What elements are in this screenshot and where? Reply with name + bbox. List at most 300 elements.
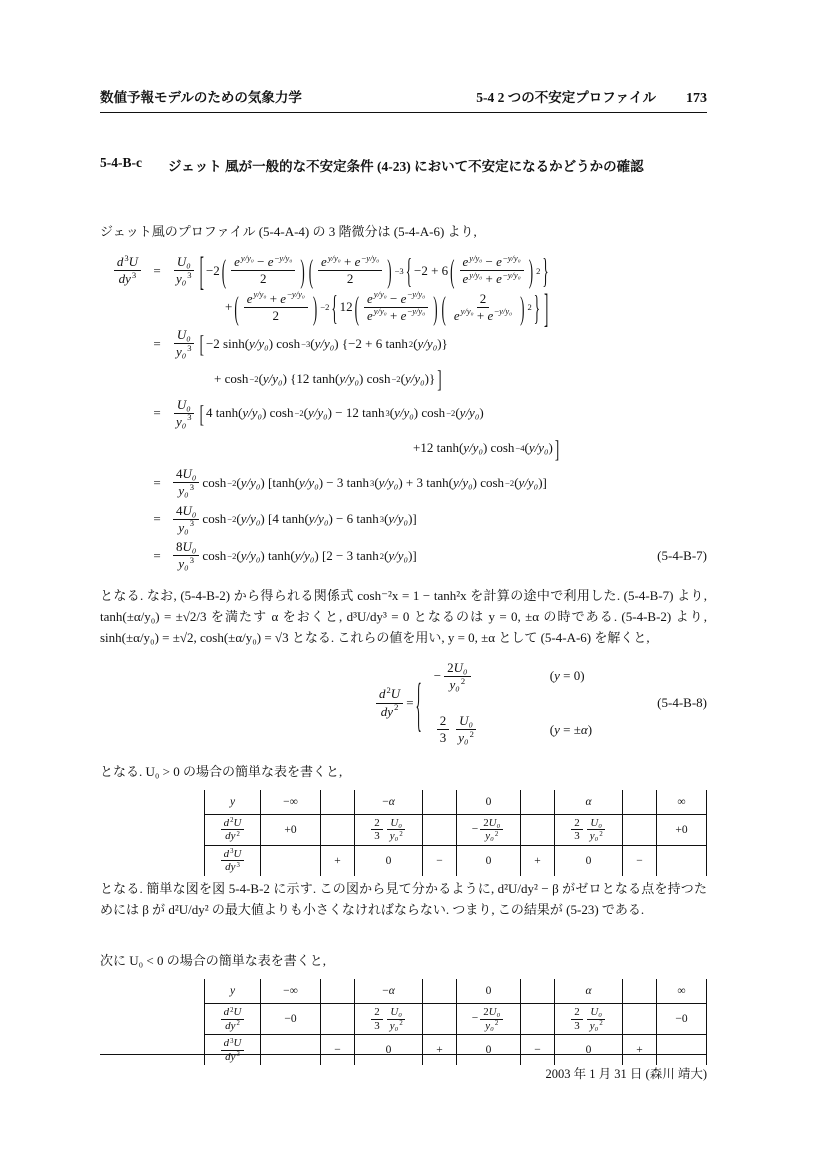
math-text: y₀ [176, 271, 187, 287]
math-text: −∞ [283, 795, 298, 808]
table-cell [521, 1004, 555, 1035]
fraction-numerator [244, 291, 308, 308]
math-text: 2 [494, 1020, 499, 1028]
math-text: −4 [515, 443, 525, 454]
math-text: 0 [485, 854, 492, 867]
math-text: −∞ [283, 985, 298, 998]
math-text: y/y₀ [240, 511, 261, 527]
equation-line [100, 660, 707, 747]
math-text: ) + 3 tanh( [398, 474, 453, 490]
table-cell [457, 790, 521, 815]
equation-body [170, 503, 417, 537]
math-text: + [482, 271, 497, 287]
math-text: 2 [408, 338, 414, 349]
math-text: ) {−2 + 6 tanh [334, 335, 408, 351]
math-text: 2 [374, 1006, 380, 1019]
math-text: U [233, 1037, 242, 1050]
math-text: U₀ [176, 254, 191, 270]
math-text: e [366, 290, 373, 306]
math-text: 2 [439, 713, 447, 729]
math-text: 0 [485, 795, 492, 808]
table-cell [457, 1004, 521, 1035]
fraction-numerator [444, 660, 470, 677]
math-text: y/y₀ [279, 252, 293, 263]
math-text: 3 [189, 481, 194, 492]
math-text: d [223, 1006, 230, 1019]
math-text: e [453, 307, 460, 323]
math-text: y/y₀ [339, 370, 360, 386]
math-text: y/y₀ [314, 335, 335, 351]
math-text: dy [225, 1050, 236, 1063]
header-right [476, 86, 707, 107]
math-text: 3 [236, 862, 240, 869]
cases-group [434, 660, 592, 747]
math-text: U₀ [488, 1006, 501, 1019]
superscript [461, 676, 465, 686]
fraction [114, 254, 141, 288]
math-text: y/y₀ [378, 474, 399, 490]
equation-line [100, 466, 707, 500]
math-text: y₀ [589, 1019, 599, 1032]
fraction [480, 1006, 503, 1032]
math-text: y₀ [389, 830, 399, 843]
equation-line [100, 364, 707, 394]
superscript [187, 412, 191, 422]
math-text: 3 [187, 342, 192, 353]
equation-number: (5-4-B-7) [657, 547, 707, 563]
math-text: y/y₀ [294, 547, 315, 563]
math-text: 2 [527, 302, 532, 313]
superscript [187, 343, 191, 353]
math-text: y/y₀ [366, 252, 380, 263]
math-text: ) [4 tanh( [260, 511, 309, 527]
fraction-numerator [221, 848, 245, 862]
math-text: = ± [559, 721, 581, 737]
math-text: + [386, 307, 401, 323]
table-cell [555, 979, 623, 1004]
superscript [374, 289, 387, 299]
table-cell [261, 845, 321, 876]
math-text: 2 [469, 729, 474, 740]
math-text: y/y₀ [463, 440, 483, 456]
table-row [205, 845, 707, 876]
math-text: U₀ [182, 502, 197, 518]
fraction-denominator [270, 308, 283, 324]
math-text: ( [455, 405, 460, 421]
table-row [205, 979, 707, 1004]
math-text: y₀ [485, 1019, 494, 1032]
math-delimiter: } [533, 287, 540, 328]
superscript [132, 270, 136, 280]
table-cell [657, 1004, 707, 1035]
math-text: 2 [494, 830, 499, 838]
math-text: α [388, 985, 395, 998]
math-text: + [636, 1044, 643, 1057]
math-text: 2 [599, 1020, 603, 1028]
math-delimiter: ( [450, 252, 455, 290]
equation-line [100, 503, 707, 537]
math-delimiter: ) [528, 252, 534, 290]
math-text: y/y₀ [388, 547, 409, 563]
math-text: U₀ [459, 713, 474, 729]
math-text: )] [408, 547, 417, 563]
superscript [461, 306, 474, 316]
superscript [187, 270, 191, 280]
header-left-title: 数値予報モデルのための気象力学 [100, 90, 302, 105]
fraction [173, 327, 195, 361]
table-cell [321, 1004, 355, 1035]
math-text: y/y₀ [460, 306, 474, 317]
math-text: −2 [391, 373, 401, 384]
paragraph-figure-note: となる. 簡単な図を図 5-4-B-2 に示す. この図から見て分かるように, d²U/dy² − β がゼロとなる点を持つためには β が d²U/dy² の最大値よりも小さくなければならない. つまり, この結果が (5-23) である. [100, 880, 707, 917]
math-delimiter: ] [437, 364, 442, 393]
math-text: ) [tanh( [260, 474, 300, 490]
superscript [407, 306, 425, 316]
page-number: 173 [686, 91, 707, 106]
equals-sign: = [153, 262, 161, 278]
math-delimiter: ( [308, 252, 314, 290]
fraction [451, 291, 515, 325]
math-text: )} [437, 335, 448, 351]
math-delimiter: { [405, 250, 412, 292]
fraction-denominator [447, 677, 469, 693]
math-text: 2 [483, 1006, 489, 1019]
math-text: )} [424, 370, 436, 386]
math-text: ) − 3 tanh [318, 474, 370, 490]
math-text: − [274, 252, 280, 263]
math-text: −3 [301, 338, 311, 349]
math-text: 3 [124, 252, 129, 263]
math-delimiter: { [331, 287, 338, 328]
table-cell [423, 979, 457, 1004]
equation-line [100, 539, 707, 573]
math-text: y/y₀ [327, 252, 341, 263]
math-text: dy [225, 861, 236, 874]
math-delimiter: { [415, 668, 422, 738]
math-text: 2 [574, 1006, 580, 1019]
table-cell [623, 979, 657, 1004]
paragraph-u0-negative-lead: 次に U₀ < 0 の場合の簡単な表を書くと, [100, 953, 327, 969]
math-text: y/y₀ [507, 252, 521, 263]
table-cell [205, 814, 261, 845]
fraction [460, 254, 524, 288]
math-text: 2 [230, 1006, 234, 1014]
math-text: 2 [483, 816, 489, 829]
fraction-denominator [387, 1020, 406, 1033]
math-text: y₀ [178, 519, 189, 535]
fraction [318, 254, 382, 288]
table-cell [355, 845, 423, 876]
fraction-denominator [387, 830, 406, 843]
case-condition [550, 722, 592, 738]
math-text: 3 [385, 408, 390, 419]
fraction [221, 848, 245, 874]
page-header [100, 86, 707, 113]
fraction-numerator [387, 1006, 405, 1020]
table-row [205, 1004, 707, 1035]
math-text: − [502, 252, 508, 263]
fraction-denominator [482, 830, 501, 843]
math-delimiter: } [542, 250, 549, 292]
math-text: ) [548, 440, 553, 456]
table-cell [555, 1004, 623, 1035]
math-text: ) {12 tanh( [282, 370, 340, 386]
math-text: ) − 12 tanh [327, 405, 385, 421]
math-text: U₀ [488, 816, 501, 829]
math-text: 2 [379, 550, 385, 561]
math-text: 0 [485, 1044, 492, 1057]
math-text: − [636, 854, 643, 867]
math-text: ) tanh( [260, 547, 295, 563]
fraction-denominator [173, 414, 195, 430]
math-text: e [321, 254, 327, 270]
table-cell [355, 790, 423, 815]
math-text: d [223, 816, 230, 829]
fraction [173, 503, 199, 537]
table-cell [355, 1004, 423, 1035]
math-delimiter: ( [234, 288, 239, 327]
fraction [480, 817, 503, 843]
math-text: e [280, 290, 287, 306]
table-cell [321, 845, 355, 876]
math-text: ) cosh [472, 474, 505, 490]
table-cell [423, 845, 457, 876]
math-text: 3 [230, 848, 234, 856]
fraction-numerator [173, 466, 199, 483]
math-text: U [233, 816, 242, 829]
math-text: − [433, 668, 442, 684]
table-cell [321, 979, 355, 1004]
table-cell [623, 845, 657, 876]
math-text: 2 [272, 307, 280, 323]
case-condition [550, 668, 585, 684]
math-text: U [390, 686, 401, 702]
math-delimiter: ] [544, 284, 549, 331]
table-cell [423, 814, 457, 845]
fraction-denominator [587, 830, 606, 843]
math-text: e [400, 307, 407, 323]
math-text: −2 [227, 550, 237, 561]
math-text: 2 [259, 271, 267, 287]
math-text: 3 [187, 412, 192, 423]
math-text: ) [2 − 3 tanh [314, 547, 379, 563]
fraction-denominator [173, 344, 195, 360]
superscript [236, 1020, 239, 1027]
math-text: y/y₀ [242, 405, 263, 421]
math-text: y/y₀ [394, 405, 414, 421]
equals-sign: = [153, 547, 161, 563]
section-title: ジェット 風が一般的な不安定条件 (4-23) において不安定になるかどうかの確認 [167, 159, 644, 174]
math-text: y [554, 721, 560, 737]
table-cell [321, 814, 355, 845]
fraction-denominator [460, 271, 524, 287]
superscript [236, 831, 239, 838]
fraction-numerator [221, 1037, 245, 1051]
superscript [241, 253, 254, 263]
math-text: ) [479, 405, 484, 421]
math-text: + [266, 290, 281, 306]
math-text: )] [408, 511, 417, 527]
math-text: + [473, 307, 488, 323]
table-cell [521, 790, 555, 815]
fraction-numerator [587, 1006, 605, 1020]
fraction [455, 713, 477, 747]
math-text: + [340, 254, 355, 270]
equation-line [100, 247, 707, 295]
math-text: y [229, 985, 236, 998]
math-text: 2 [460, 675, 466, 686]
math-text: 0 [485, 985, 492, 998]
math-text: ( [236, 474, 241, 490]
equation-body [373, 660, 592, 747]
math-text: α [585, 985, 592, 998]
equation-body [170, 466, 547, 500]
fraction [173, 539, 199, 573]
table-row [205, 814, 707, 845]
table-cell [205, 790, 261, 815]
math-text: −2 [205, 262, 220, 278]
math-text: −2 sinh( [205, 335, 250, 351]
math-text: 2 [346, 271, 354, 287]
case-value [434, 713, 522, 747]
superscript [361, 253, 379, 263]
intro-paragraph: ジェット風のプロファイル (5-4-A-4) の 3 階微分は (5-4-A-6) より, [100, 224, 477, 239]
math-text: y/y₀ [240, 547, 261, 563]
superscript [599, 831, 602, 838]
math-text: e [487, 307, 494, 323]
math-text: ) − 6 tanh [328, 511, 379, 527]
math-text: 3 [189, 554, 194, 565]
math-text: y/y₀ [308, 511, 329, 527]
math-text: 0 [585, 854, 592, 867]
fraction-denominator [371, 1020, 382, 1033]
equation-line [100, 284, 707, 331]
math-text: U₀ [182, 539, 197, 555]
math-text: − [436, 854, 443, 867]
equals-sign: = [153, 335, 161, 351]
math-text: ∞ [677, 795, 686, 808]
table-cell [521, 814, 555, 845]
fraction-numerator [371, 817, 382, 831]
table-cell [261, 790, 321, 815]
math-text: α [580, 721, 588, 737]
math-text: 8 [176, 539, 183, 555]
math-text: ( [258, 370, 263, 386]
math-text: 3 [374, 830, 380, 843]
footer-date: 2003 年 1 月 31 日 (森川 靖大) [545, 1067, 707, 1081]
equation-body [225, 284, 550, 331]
math-delimiter: ( [441, 288, 446, 327]
case-value [434, 660, 522, 694]
fraction-denominator [344, 271, 357, 287]
fraction-numerator [571, 1006, 582, 1020]
math-text: y/y₀ [291, 289, 305, 300]
fraction-denominator [378, 704, 402, 720]
fraction-numerator [371, 1006, 382, 1020]
fraction-denominator [371, 830, 382, 843]
fraction-denominator [222, 830, 243, 843]
math-text: e [234, 254, 240, 270]
math-text: 2 [599, 830, 603, 838]
math-delimiter: [ [199, 247, 204, 295]
math-text: 3 [236, 1051, 240, 1059]
math-text: 3 [189, 518, 194, 529]
math-delimiter: ) [520, 288, 525, 327]
math-text: + [534, 854, 541, 867]
math-text: −2 [294, 408, 304, 419]
fraction [364, 291, 428, 325]
table-cell [321, 790, 355, 815]
math-text: = 0) [559, 668, 585, 684]
math-text: +12 tanh( [413, 440, 464, 456]
equation-body [214, 364, 444, 393]
case-row [434, 660, 592, 694]
math-text: y₀ [449, 676, 460, 692]
math-text: ( [524, 440, 529, 456]
fraction [376, 686, 403, 720]
superscript [287, 289, 305, 299]
math-text: − [482, 254, 497, 270]
math-text: ( [514, 474, 519, 490]
fraction-numerator [460, 254, 524, 271]
fraction-numerator [571, 817, 582, 831]
math-text: e [496, 271, 502, 287]
fraction [587, 1006, 606, 1032]
fraction-numerator [221, 1006, 245, 1020]
math-text: ) cosh [262, 405, 294, 421]
math-text: 2 [230, 817, 234, 825]
equation-body [413, 433, 561, 463]
math-text: ( [236, 547, 241, 563]
math-text: ( [374, 474, 379, 490]
fraction [437, 713, 450, 747]
math-text: U [128, 254, 138, 270]
math-text: 3 [230, 1037, 234, 1045]
fraction-denominator [455, 730, 477, 746]
math-delimiter: ( [354, 288, 359, 327]
table-cell [423, 790, 457, 815]
math-delimiter: ( [221, 252, 227, 290]
fraction [371, 1006, 382, 1032]
math-text: y/y₀ [499, 306, 513, 317]
superscript [394, 702, 398, 712]
math-text: 12 [339, 299, 353, 315]
equals-sign: = [153, 511, 161, 527]
math-delimiter: ) [312, 288, 318, 327]
math-text: dy [225, 830, 236, 843]
fraction-numerator [231, 254, 295, 271]
table-cell [355, 814, 423, 845]
math-text: y/y₀ [469, 252, 483, 263]
math-text: ( [549, 668, 555, 684]
math-text: + [225, 299, 233, 315]
fraction-denominator [437, 730, 450, 746]
math-text: y/y₀ [240, 252, 254, 263]
math-text: α [585, 795, 592, 808]
fraction-numerator [477, 291, 490, 308]
math-text: −2 [505, 477, 515, 488]
math-text: 2 [399, 1020, 403, 1028]
fraction-denominator [222, 861, 243, 874]
superscript [236, 862, 239, 869]
math-text: e [354, 254, 361, 270]
fraction-denominator [175, 483, 197, 499]
math-text: 3 [374, 1019, 380, 1032]
math-text: y/y₀ [373, 289, 387, 300]
table-cell [521, 979, 555, 1004]
math-delimiter: [ [199, 329, 204, 359]
math-text: ( [384, 511, 389, 527]
